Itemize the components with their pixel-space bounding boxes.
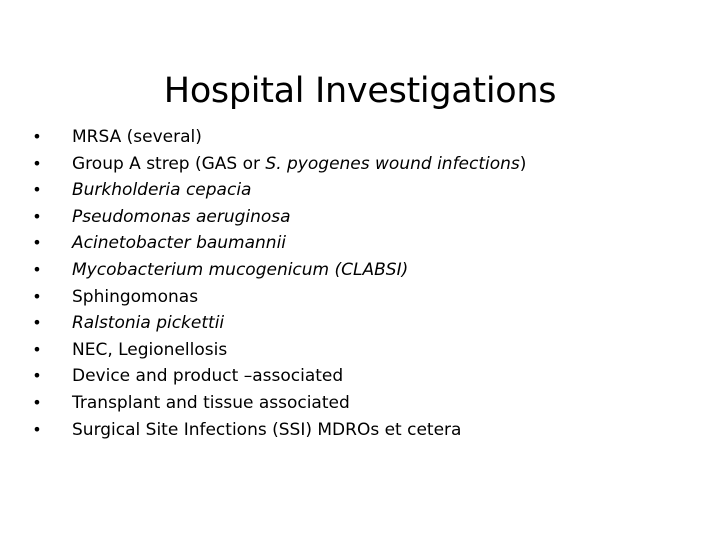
text-segment: ) — [519, 153, 527, 174]
bullet-item — [30, 204, 690, 231]
bullet-text — [72, 390, 350, 417]
bullet-icon: • — [32, 419, 42, 439]
bullet-icon: • — [32, 366, 42, 386]
bullet-text — [72, 257, 408, 284]
bullet-item — [30, 390, 690, 417]
bullet-icon: • — [32, 180, 42, 200]
text-segment: Sphingomonas — [72, 286, 199, 307]
bullet-text — [72, 284, 198, 311]
bullet-icon: • — [32, 259, 42, 279]
italic-text-segment: Ralstonia pickettii — [72, 313, 225, 334]
bullet-list — [30, 124, 690, 443]
slide-title: Hospital Investigations — [163, 71, 557, 112]
italic-text-segment: Mycobacterium mucogenicum (CLABSI) — [72, 259, 409, 280]
bullet-item — [30, 363, 690, 390]
bullet-text — [72, 310, 224, 337]
bullet-item — [30, 337, 690, 364]
italic-text-segment: Acinetobacter baumannii — [72, 233, 287, 254]
italic-text-segment: S. pyogenes wound infections — [265, 153, 520, 174]
text-segment: MRSA (several) — [72, 127, 202, 147]
bullet-item — [30, 124, 690, 151]
bullet-icon: • — [32, 392, 42, 412]
bullet-text — [72, 177, 251, 204]
bullet-icon: • — [32, 206, 42, 226]
bullet-text — [72, 151, 526, 178]
bullet-text — [72, 124, 202, 151]
text-segment: Surgical Site Infections (SSI) MDROs et cetera — [72, 419, 462, 440]
bullet-item — [30, 310, 690, 337]
text-segment: Transplant and tissue associated — [72, 392, 350, 413]
bullet-item — [30, 177, 690, 204]
text-segment: Group A strep (GAS or — [72, 153, 266, 174]
bullet-item — [30, 257, 690, 284]
italic-text-segment: Pseudomonas aeruginosa — [72, 206, 291, 227]
bullet-icon: • — [32, 153, 42, 173]
bullet-icon: • — [32, 313, 42, 333]
text-segment: NEC, Legionellosis — [72, 339, 228, 360]
bullet-text — [72, 337, 227, 364]
bullet-item — [30, 151, 690, 178]
bullet-item — [30, 284, 690, 311]
bullet-text — [72, 204, 291, 231]
bullet-text — [72, 363, 343, 390]
bullet-text — [72, 230, 286, 257]
bullet-text — [72, 417, 461, 444]
italic-text-segment: Burkholderia cepacia — [72, 180, 252, 201]
bullet-icon: • — [32, 339, 42, 359]
bullet-icon: • — [32, 127, 42, 146]
bullet-item — [30, 417, 690, 444]
text-segment: Device and product –associated — [72, 366, 344, 387]
bullet-item — [30, 230, 690, 257]
bullet-icon: • — [32, 286, 42, 306]
bullet-icon: • — [32, 233, 42, 253]
